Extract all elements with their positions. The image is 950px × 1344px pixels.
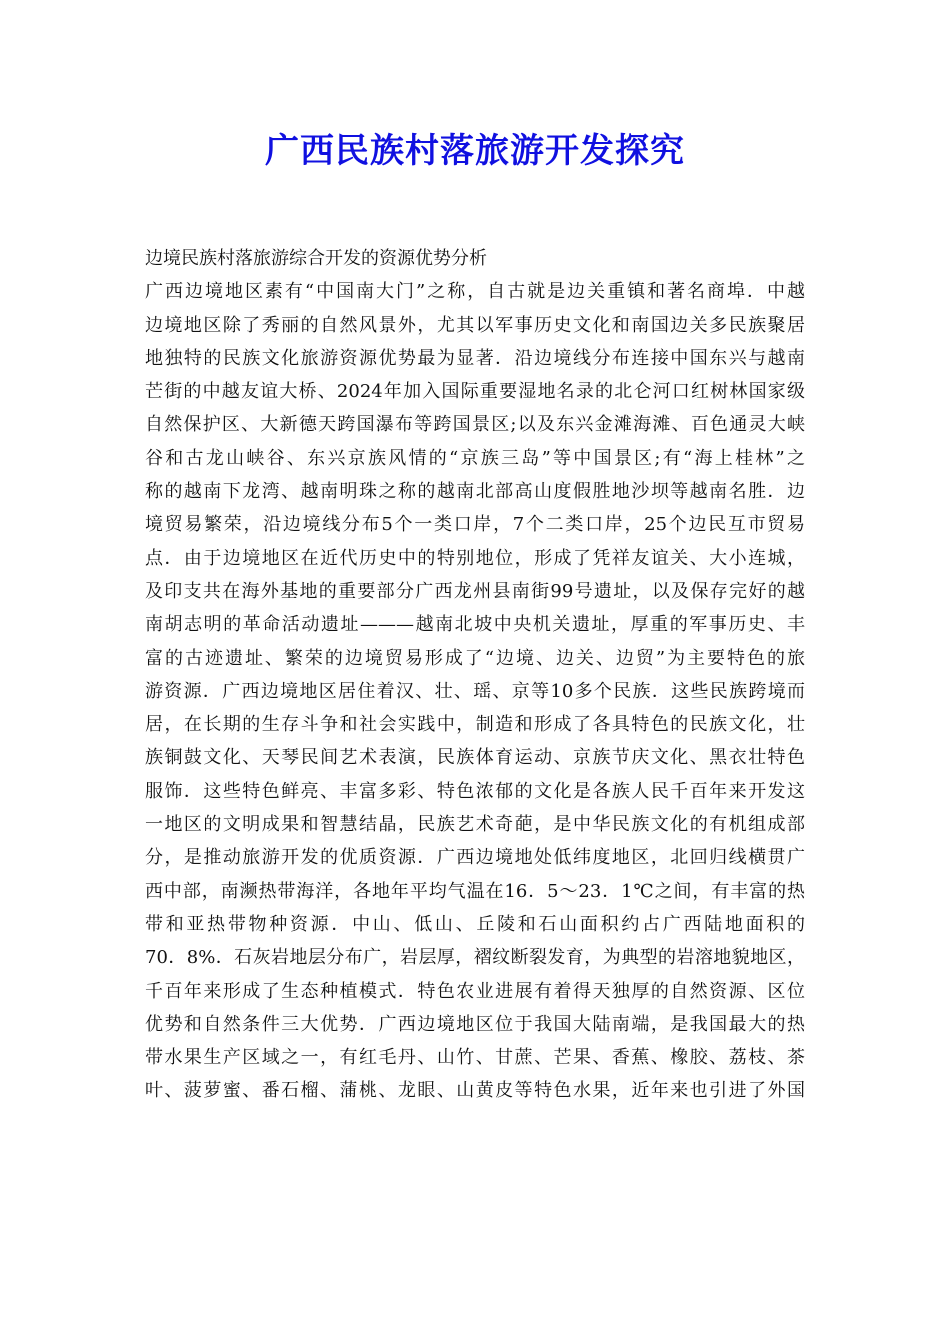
body-line: 点．由于边境地区在近代历史中的特别地位，形成了凭祥友谊关、大小连城， [145, 547, 805, 569]
body-line: 叶、菠萝蜜、番石榴、蒲桃、龙眼、山黄皮等特色水果，近年来也引进了外国 [145, 1080, 805, 1102]
body-line: 西中部，南濒热带海洋，各地年平均气温在16．5～23．1℃之间，有丰富的热 [145, 880, 805, 902]
body-line: 芒街的中越友谊大桥、2024年加入国际重要湿地名录的北仑河口红树林国家级 [145, 381, 805, 403]
body-line: 地独特的民族文化旅游资源优势最为显著．沿边境线分布连接中国东兴与越南 [145, 347, 805, 369]
body-line: 广西边境地区素有“中国南大门”之称，自古就是边关重镇和著名商埠．中越 [145, 281, 805, 303]
body-line: 境贸易繁荣，沿边境线分布5个一类口岸，7个二类口岸，25个边民互市贸易 [145, 514, 805, 536]
document-title: 广西民族村落旅游开发探究 [265, 131, 685, 171]
body-line: 南胡志明的革命活动遗址———越南北坡中央机关遗址，厚重的军事历史、丰 [145, 614, 805, 636]
document-body [145, 242, 805, 1108]
body-line: 服饰．这些特色鲜亮、丰富多彩、特色浓郁的文化是各族人民千百年来开发这 [145, 780, 805, 802]
body-line: 优势和自然条件三大优势．广西边境地区位于我国大陆南端，是我国最大的热 [145, 1013, 805, 1035]
body-line: 谷和古龙山峡谷、东兴京族风情的“京族三岛”等中国景区;有“海上桂林”之 [145, 447, 805, 469]
body-line: 一地区的文明成果和智慧结晶，民族艺术奇葩，是中华民族文化的有机组成部 [145, 814, 805, 836]
body-line: 居，在长期的生存斗争和社会实践中，制造和形成了各具特色的民族文化，壮 [145, 714, 805, 736]
section-heading: 边境民族村落旅游综合开发的资源优势分析 [145, 248, 487, 269]
body-line: 带和亚热带物种资源．中山、低山、丘陵和石山面积约占广西陆地面积的 [145, 913, 805, 935]
body-line: 70．8%．石灰岩地层分布广，岩层厚，褶纹断裂发育，为典型的岩溶地貌地区， [145, 947, 805, 969]
body-line: 及印支共在海外基地的重要部分广西龙州县南街99号遗址，以及保存完好的越 [145, 580, 805, 602]
body-line: 称的越南下龙湾、越南明珠之称的越南北部高山度假胜地沙坝等越南名胜．边 [145, 481, 805, 503]
body-line: 带水果生产区域之一，有红毛丹、山竹、甘蔗、芒果、香蕉、橡胶、荔枝、茶 [145, 1047, 805, 1069]
body-line: 分，是推动旅游开发的优质资源．广西边境地处低纬度地区，北回归线横贯广 [145, 847, 805, 869]
body-line: 千百年来形成了生态种植模式．特色农业进展有着得天独厚的自然资源、区位 [145, 980, 805, 1002]
body-line: 自然保护区、大新德天跨国瀑布等跨国景区;以及东兴金滩海滩、百色通灵大峡 [145, 414, 805, 436]
body-line: 游资源．广西边境地区居住着汉、壮、瑶、京等10多个民族．这些民族跨境而 [145, 680, 805, 702]
body-line: 富的古迹遗址、繁荣的边境贸易形成了“边境、边关、边贸”为主要特色的旅 [145, 647, 805, 669]
body-line: 边境地区除了秀丽的自然风景外，尤其以军事历史文化和南国边关多民族聚居 [145, 314, 805, 336]
body-line: 族铜鼓文化、天琴民间艺术表演，民族体育运动、京族节庆文化、黑衣壮特色 [145, 747, 805, 769]
